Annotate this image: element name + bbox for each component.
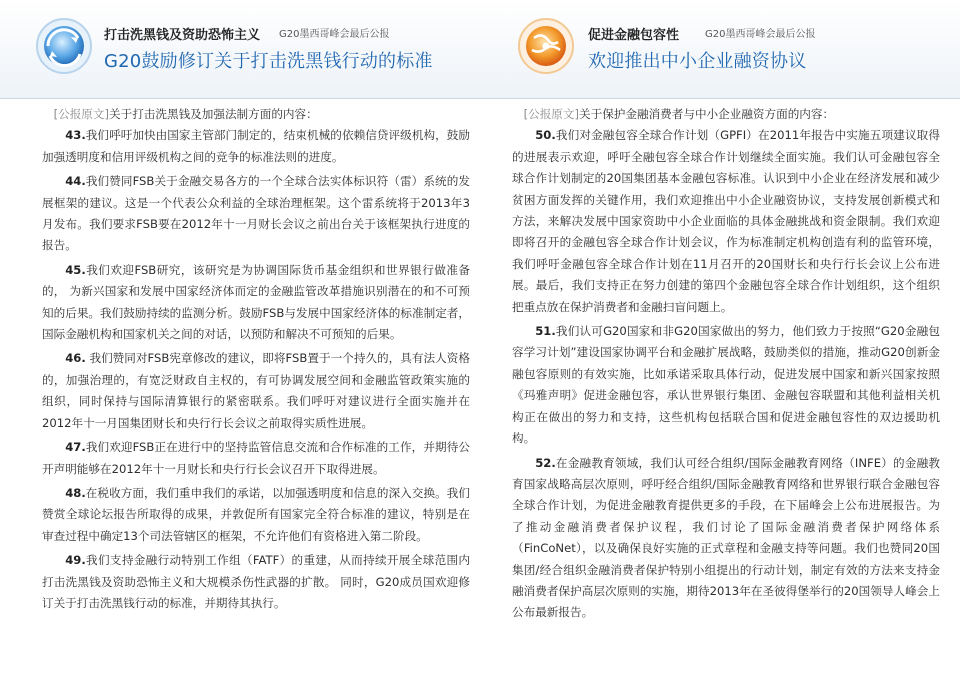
paragraph — [512, 321, 940, 449]
paragraph-number: 48. — [65, 485, 86, 500]
paragraph — [42, 348, 470, 434]
paragraph-number: 45. — [65, 262, 86, 277]
globe-arrow-icon — [34, 16, 94, 76]
paragraph-number: 51. — [535, 324, 556, 339]
right-topic: 促进金融包容性 — [588, 28, 680, 43]
paragraph-number: 46. — [65, 351, 86, 366]
paragraph — [512, 453, 940, 624]
paragraph-text: 我们赞同对FSB宪章修改的建议，即将FSB置于一个持久的，具有法人资格的，加强治理的，有宽泛财政自主权的，有可协调发展空间和金融监管政策实施的组织，同时保持与国际清算银行的紧密联系。我们呼吁对建议进行全面实施并在2012年十一月国集团财长和央行行长会议之前取得实质性进展。 — [42, 351, 470, 430]
paragraph-number: 47. — [65, 440, 86, 455]
paragraph-text: 我们欢迎FSB研究，该研究是为协调国际货币基金组织和世界银行做准备的， 为新兴国家和发展中国家经济体而定的金融监管改革措施识别潜在的和不可预知的后果。我们鼓励持续的监测分析。鼓励FSB与发展中国家经济体的标准制定者，国际金融机构和国家机关之间的对话，以预防和解决不可预知的后果。 — [42, 262, 470, 342]
left-intro — [42, 104, 470, 125]
right-intro-tag: [公报原文] — [523, 107, 580, 121]
left-header — [0, 0, 480, 98]
paragraph-text: 在税收方面，我们重申我们的承诺，以加强透明度和信息的深入交换。我们赞赏全球论坛报告所取得的成果，并敦促所有国家完全符合标准的建议，特别是在审查过程中确定13个司法管辖区的框架，不允许他们有资格进入第二阶段。 — [42, 485, 470, 543]
paragraph-text: 我们呼吁加快由国家主管部门制定的，结束机械的依赖信贷评级机构，鼓励加强透明度和信用评级机构之间的竞争的标准法则的进度。 — [42, 128, 470, 164]
left-article — [42, 104, 470, 617]
left-intro-tag: [公报原文] — [53, 107, 110, 121]
paragraph — [42, 550, 470, 614]
paragraph-text: 在金融教育领域，我们认可经合组织/国际金融教育网络（INFE）的金融教育国家战略高层次原则，呼吁经合组织/国际金融教育网络和世界银行联合金融包容全球合作计划，为促进金融教育提供更多的手段，在下届峰会上公布进展报告。为了推动金融消费者保护议程，我们讨论了国际金融消费者保护网络体系（FinCoNet），以及确保良好实施的正式章程和金融支持等问题。我们也赞同20国集团/经合组织金融消费者保护特别小组提出的行动计划，制定有效的方法来支持金融消费者保护高层次原则的实施，期待2013年在圣彼得堡举行的20国领导人峰会上公布最新报告。 — [512, 455, 940, 620]
paragraph-text: 我们支持金融行动特别工作组（FATF）的重建，从而持续开展全球范围内打击洗黑钱及资助恐怖主义和大规模杀伤性武器的扩散。 同时，G20成员国欢迎修订关于打击洗黑钱行动的标准，并期待其执行。 — [42, 553, 470, 610]
right-intro-text: 关于保护金融消费者与中小企业融资方面的内容： — [579, 107, 835, 121]
globe-sparkle-icon — [516, 16, 576, 76]
paragraph — [42, 260, 470, 346]
left-subtitle: G20墨西哥峰会最后公报 — [279, 29, 390, 40]
paragraph — [42, 125, 470, 168]
left-headline: G20鼓励修订关于打击洗黑钱行动的标准 — [104, 51, 433, 72]
paragraph-text: 我们赞同FSB关于金融交易各方的一个全球合法实体标识符（雷）系统的发展框架的建议。这是一个代表公众利益的全球治理框架。这个雷系统将于2013年3月发布。我们要求FSB要在2012年十一月财长会议之前出台关于该框架执行进度的报告。 — [42, 174, 470, 253]
paragraph-number: 44. — [65, 174, 86, 189]
right-article — [512, 104, 940, 627]
paragraph-number: 43. — [65, 128, 86, 143]
paragraph-number: 50. — [535, 128, 556, 143]
right-header — [480, 0, 960, 98]
right-headline: 欢迎推出中小企业融资协议 — [588, 51, 807, 72]
paragraph — [42, 483, 470, 547]
left-topic: 打击洗黑钱及资助恐怖主义 — [104, 28, 261, 43]
paragraph-text: 我们认可G20国家和非G20国家做出的努力，他们致力于按照“G20金融包容学习计划”建设国家协调平台和金融扩展战略，鼓励类似的措施，推动G20创新金融包容原则的有效实施，比如承诺采取具体行动，促进发展中国家和新兴国家按照《玛雅声明》促进金融包容，承认世界银行集团、金融包容联盟和其他利益相关机构正在做出的努力和支持，这些机构包括联合国和促进金融包容性的双边援助机构。 — [512, 324, 940, 446]
right-subtitle: G20墨西哥峰会最后公报 — [705, 29, 816, 40]
header-banner — [0, 0, 960, 99]
right-intro — [512, 104, 940, 125]
left-intro-text: 关于打击洗黑钱及加强法制方面的内容： — [109, 107, 318, 121]
paragraph-text: 我们对金融包容全球合作计划（GPFI）在2011年报告中实施五项建议取得的进展表示欢迎，呼吁全融包容全球合作计划继续全面实施。我们认可金融包容全球合作计划制定的20国集团基本金融包容标准。认识到中小企业在经济发展和减少贫困方面发挥的关键作用，我们欢迎推出中小企业融资协议，支持发展创新模式和方法，来解决发展中国家资助中小企业面临的具体金融挑战和资金限制。我们欢迎即将召开的金融包容全球合作计划会议，作为标准制定机构创造有利的监管环境，我们呼吁金融包容全球合作计划在11月召开的20国财长和央行行长会议上公布进展。最后，我们支持正在努力创建的第四个金融包容全球合作计划组织，这个组织把重点放在保护消费者和金融扫盲问题上。 — [512, 128, 940, 314]
paragraph-text: 我们欢迎FSB正在进行中的坚持监管信息交流和合作标准的工作，并期待公开声明能够在2012年十一月财长和央行行长会议召开下取得进展。 — [42, 440, 470, 476]
paragraph — [42, 171, 470, 257]
paragraph-number: 52. — [535, 455, 556, 470]
paragraph-number: 49. — [65, 553, 86, 568]
paragraph — [42, 437, 470, 480]
paragraph — [512, 125, 940, 318]
